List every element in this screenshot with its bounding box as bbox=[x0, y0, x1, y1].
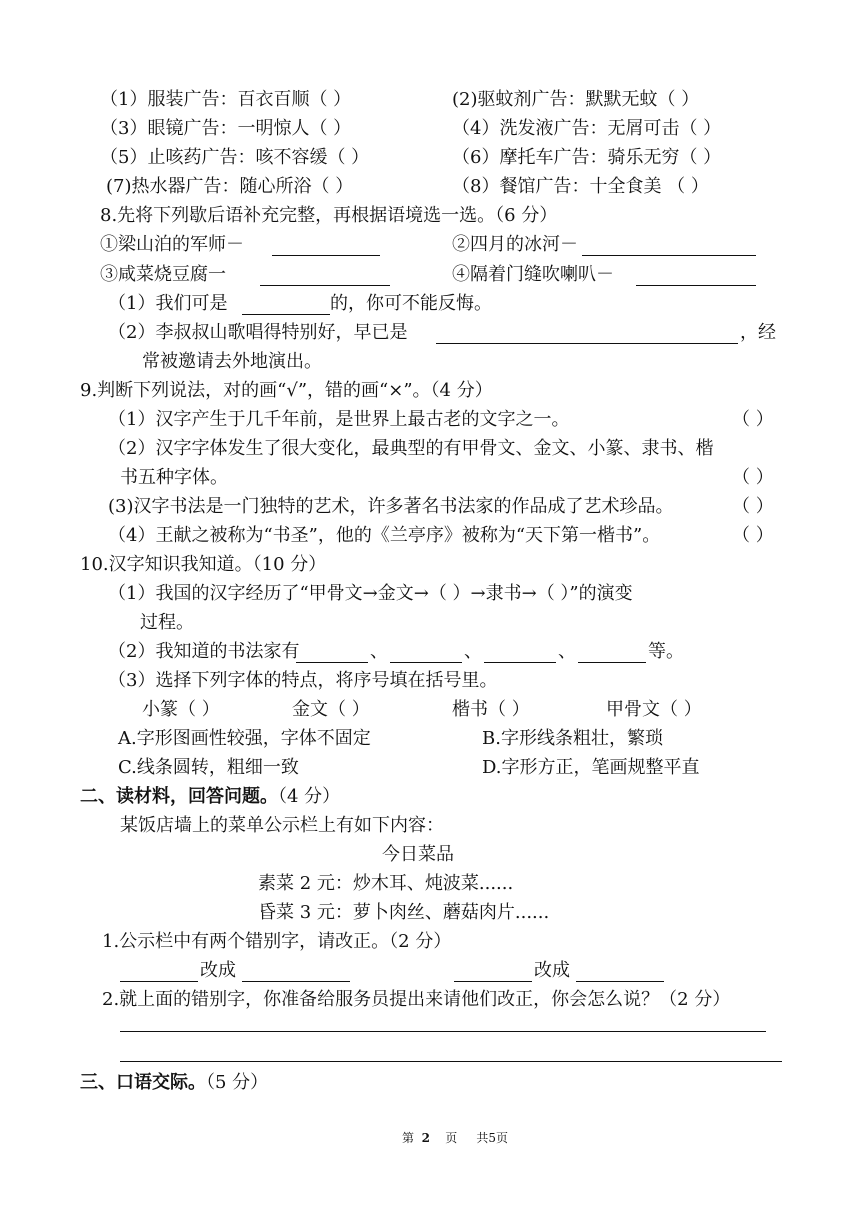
q9-answer-1[interactable]: （ ） bbox=[732, 409, 774, 430]
q10-title: 10.汉字知识我知道。（10 分） bbox=[80, 554, 327, 575]
font-kaishu[interactable]: 楷书（ ） bbox=[452, 699, 530, 720]
font-jiaguwen[interactable]: 甲骨文（ ） bbox=[606, 699, 702, 720]
q8-sentence-2-pre: （2）李叔叔山歌唱得特别好，早已是 bbox=[108, 322, 408, 343]
q8-sentence-1-post: 的，你可不能反悔。 bbox=[330, 293, 492, 314]
answer-line-1[interactable] bbox=[120, 1031, 766, 1032]
q9-item-2: （2）汉字字体发生了很大变化，最典型的有甲骨文、金文、小篆、隶书、楷 bbox=[108, 438, 714, 459]
ad-item-1: （1）服装广告：百衣百顺（ ） bbox=[100, 89, 352, 110]
change-label-2: 改成 bbox=[534, 960, 570, 981]
q10-item-2-pre: （2）我知道的书法家有 bbox=[108, 641, 300, 662]
ad-item-3: （3）眼镜广告：一明惊人（ ） bbox=[100, 118, 352, 139]
answer-line-2[interactable] bbox=[120, 1061, 782, 1062]
ad-item-2: (2)驱蚊剂广告：默默无蚊（ ） bbox=[452, 89, 700, 110]
q9-item-3: (3)汉字书法是一门独特的艺术，许多著名书法家的作品成了艺术珍品。 bbox=[108, 496, 674, 517]
q8-blank-1[interactable] bbox=[272, 255, 380, 256]
q8-blank-3[interactable] bbox=[260, 285, 390, 286]
q8-sentence-2-blank[interactable] bbox=[436, 343, 738, 344]
q8-sentence-2-cont: 常被邀请去外地演出。 bbox=[142, 351, 322, 372]
q8-title: 8.先将下列歇后语补充完整，再根据语境选一选。（6 分） bbox=[100, 205, 558, 226]
q10-item-3: （3）选择下列字体的特点，将序号填在括号里。 bbox=[108, 670, 498, 691]
ad-item-8: （8）餐馆广告：十全食美 （ ） bbox=[452, 176, 709, 197]
q8-blank-4[interactable] bbox=[636, 285, 756, 286]
q9-title: 9.判断下列说法，对的画“√”，错的画“×”。（4 分） bbox=[80, 380, 493, 401]
footer-di: 第 bbox=[402, 1131, 415, 1145]
ad-item-6: （6）摩托车广告：骑乐无穷（ ） bbox=[452, 147, 722, 168]
calligrapher-blank-1[interactable] bbox=[296, 662, 368, 663]
section-2-title: 二、读材料，回答问题。 bbox=[80, 786, 278, 807]
q9-item-2-cont: 书五种字体。 bbox=[120, 467, 228, 488]
q9-item-4: （4）王献之被称为“书圣”，他的《兰亭序》被称为“天下第一楷书”。 bbox=[108, 525, 661, 546]
section-2-score: （4 分） bbox=[278, 786, 341, 807]
section-3-score: （5 分） bbox=[206, 1072, 269, 1093]
q9-item-1: （1）汉字产生于几千年前，是世界上最古老的文字之一。 bbox=[108, 409, 570, 430]
menu-line-2: 昏菜 3 元：萝卜肉丝、蘑菇肉片...... bbox=[258, 902, 550, 923]
page-footer bbox=[402, 1131, 508, 1145]
section-2-heading bbox=[80, 786, 340, 808]
q8-blank-2[interactable] bbox=[582, 255, 756, 256]
q8-sentence-2-post: ，经 bbox=[740, 322, 776, 343]
calligrapher-blank-4[interactable] bbox=[578, 662, 646, 663]
q10-sep-3: 、 bbox=[558, 641, 576, 662]
correct-char-blank-1[interactable] bbox=[242, 981, 350, 982]
q10-item-1-cont: 过程。 bbox=[140, 612, 194, 633]
footer-page-number: 2 bbox=[421, 1131, 431, 1145]
q8-item-1: ①梁山泊的军师－ bbox=[100, 234, 244, 255]
ad-item-5: （5）止咳药广告：咳不容缓（ ） bbox=[100, 147, 370, 168]
q8-item-3: ③咸菜烧豆腐一 bbox=[100, 264, 226, 285]
font-xiaozhuan[interactable]: 小篆（ ） bbox=[142, 699, 220, 720]
wrong-char-blank-2[interactable] bbox=[454, 981, 532, 982]
ad-item-4: （4）洗发液广告：无屑可击（ ） bbox=[452, 118, 722, 139]
footer-ye: 页 bbox=[445, 1131, 458, 1145]
option-d: D.字形方正，笔画规整平直 bbox=[482, 757, 700, 778]
q10-item-2-post: 等。 bbox=[648, 641, 684, 662]
q9-answer-2[interactable]: （ ） bbox=[732, 467, 774, 488]
q8-sentence-1-blank[interactable] bbox=[242, 314, 330, 315]
option-c: C.线条圆转，粗细一致 bbox=[118, 757, 299, 778]
calligrapher-blank-3[interactable] bbox=[484, 662, 556, 663]
q10-sep-2: 、 bbox=[464, 641, 482, 662]
wrong-char-blank-1[interactable] bbox=[120, 981, 198, 982]
q8-sentence-1-pre: （1）我们可是 bbox=[108, 293, 228, 314]
q8-item-4: ④隔着门缝吹喇叭－ bbox=[452, 264, 614, 285]
sec2-question-2: 2.就上面的错别字，你准备给服务员提出来请他们改正，你会怎么说？（2 分） bbox=[102, 989, 731, 1010]
menu-title: 今日菜品 bbox=[382, 844, 454, 865]
option-a: A.字形图画性较强，字体不固定 bbox=[118, 728, 371, 749]
q9-answer-4[interactable]: （ ） bbox=[732, 525, 774, 546]
calligrapher-blank-2[interactable] bbox=[390, 662, 462, 663]
option-b: B.字形线条粗壮，繁琐 bbox=[482, 728, 663, 749]
sec2-question-1: 1.公示栏中有两个错别字，请改正。（2 分） bbox=[102, 931, 452, 952]
q10-item-1: （1）我国的汉字经历了“甲骨文→金文→（ ）→隶书→（ ）”的演变 bbox=[108, 583, 633, 604]
font-jinwen[interactable]: 金文（ ） bbox=[292, 699, 370, 720]
q8-item-2: ②四月的冰河－ bbox=[452, 234, 578, 255]
section-3-heading bbox=[80, 1072, 268, 1094]
footer-total: 共5页 bbox=[476, 1131, 509, 1145]
material-intro: 某饭店墙上的菜单公示栏上有如下内容： bbox=[120, 815, 444, 836]
ad-item-7: (7)热水器广告：随心所浴（ ） bbox=[106, 176, 354, 197]
section-3-title: 三、口语交际。 bbox=[80, 1072, 206, 1093]
correct-char-blank-2[interactable] bbox=[576, 981, 664, 982]
q10-sep-1: 、 bbox=[370, 641, 388, 662]
q9-answer-3[interactable]: （ ） bbox=[732, 496, 774, 517]
change-label-1: 改成 bbox=[200, 960, 236, 981]
menu-line-1: 素菜 2 元：炒木耳、炖波菜...... bbox=[258, 873, 514, 894]
